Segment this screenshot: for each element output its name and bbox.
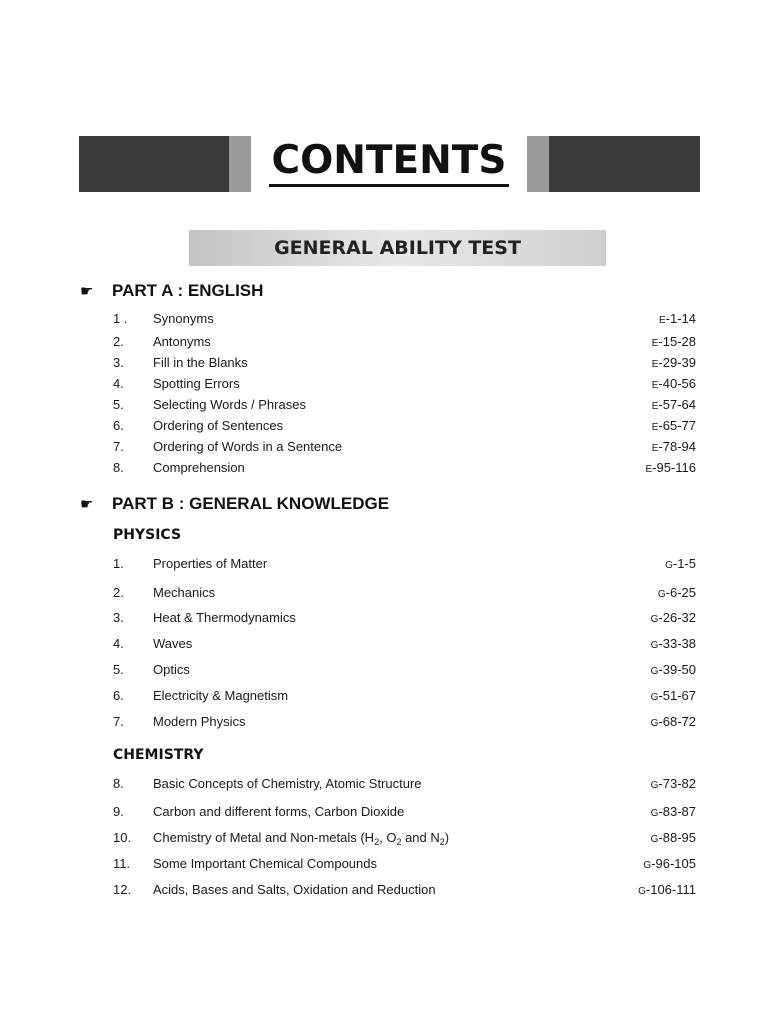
toc-number: 2. bbox=[113, 334, 124, 349]
toc-pages bbox=[651, 661, 696, 681]
toc-title: Selecting Words / Phrases bbox=[153, 397, 306, 412]
subscript: 2 bbox=[439, 837, 445, 847]
page-range: -1-5 bbox=[672, 556, 696, 571]
title-fragment: Chemistry of Metal and Non-metals (H bbox=[153, 830, 375, 845]
page-range: -40-56 bbox=[658, 376, 696, 391]
page-range: -95-116 bbox=[652, 460, 696, 475]
title-fragment: and N bbox=[401, 830, 440, 845]
page-range: -29-39 bbox=[658, 355, 696, 370]
toc-title: Modern Physics bbox=[153, 714, 246, 729]
toc-row bbox=[113, 687, 696, 705]
page-range: -68-72 bbox=[658, 714, 696, 729]
chemistry-heading: CHEMISTRY bbox=[113, 747, 204, 763]
page-prefix: G bbox=[665, 560, 673, 571]
page-prefix: G bbox=[650, 640, 659, 651]
pointing-hand-icon: ☛ bbox=[80, 496, 94, 513]
page-title: CONTENTS bbox=[271, 138, 507, 183]
page-prefix: G bbox=[650, 834, 659, 845]
page-range: -73-82 bbox=[658, 776, 696, 791]
toc-number: 5. bbox=[113, 397, 124, 412]
toc-row bbox=[113, 354, 696, 372]
toc-title: Heat & Thermodynamics bbox=[153, 610, 296, 625]
banner-bar-right-dark bbox=[549, 136, 700, 192]
toc-row bbox=[113, 396, 696, 414]
page-prefix: E bbox=[651, 422, 659, 433]
toc-pages bbox=[652, 333, 696, 353]
toc-title: Acids, Bases and Salts, Oxidation and Reduction bbox=[153, 882, 436, 897]
toc-title: Ordering of Words in a Sentence bbox=[153, 439, 343, 454]
page-range: -57-64 bbox=[658, 397, 696, 412]
page-range: -106-111 bbox=[645, 882, 696, 897]
toc-row bbox=[113, 609, 696, 627]
toc-number: 7. bbox=[113, 439, 124, 454]
page-range: -6-25 bbox=[665, 585, 696, 600]
toc-pages bbox=[651, 635, 696, 655]
toc-title bbox=[153, 829, 449, 847]
page-prefix: E bbox=[651, 443, 659, 454]
page-prefix: G bbox=[643, 860, 652, 871]
title-fragment: ) bbox=[444, 830, 450, 845]
toc-pages bbox=[652, 417, 696, 437]
toc-title: Ordering of Sentences bbox=[153, 418, 284, 433]
toc-number: 12. bbox=[113, 882, 132, 897]
page-prefix: G bbox=[650, 808, 659, 819]
toc-pages bbox=[652, 438, 696, 458]
part-b-heading-text: PART B : GENERAL KNOWLEDGE bbox=[112, 494, 390, 513]
page-range: -88-95 bbox=[658, 830, 696, 845]
toc-number: 1. bbox=[113, 556, 124, 571]
toc-number: 7. bbox=[113, 714, 124, 729]
toc-number: 6. bbox=[113, 688, 124, 703]
toc-row bbox=[113, 555, 696, 573]
subscript: 2 bbox=[396, 837, 402, 847]
toc-row bbox=[113, 855, 696, 873]
toc-row bbox=[113, 713, 696, 731]
page-prefix: G bbox=[650, 718, 659, 729]
toc-number: 1 . bbox=[113, 311, 128, 326]
toc-row bbox=[113, 438, 696, 456]
toc-row bbox=[113, 635, 696, 653]
toc-title: Carbon and different forms, Carbon Dioxide bbox=[153, 804, 405, 819]
page-range: -26-32 bbox=[658, 610, 696, 625]
page-range: -96-105 bbox=[651, 856, 696, 871]
physics-heading: PHYSICS bbox=[113, 527, 182, 543]
subtitle-strip bbox=[189, 230, 606, 266]
toc-title: Mechanics bbox=[153, 585, 216, 600]
toc-title: Basic Concepts of Chemistry, Atomic Structure bbox=[153, 776, 422, 791]
toc-title: Some Important Chemical Compounds bbox=[153, 856, 377, 871]
page-range: -51-67 bbox=[658, 688, 696, 703]
toc-number: 10. bbox=[113, 830, 132, 845]
toc-number: 2. bbox=[113, 585, 124, 600]
page-prefix: E bbox=[651, 380, 659, 391]
page-prefix: E bbox=[658, 315, 666, 326]
toc-row bbox=[113, 803, 696, 821]
toc-title: Properties of Matter bbox=[153, 556, 268, 571]
page-prefix: E bbox=[645, 464, 653, 475]
toc-title: Synonyms bbox=[153, 311, 214, 326]
toc-title: Comprehension bbox=[153, 460, 245, 475]
toc-pages bbox=[659, 310, 696, 330]
toc-pages bbox=[638, 881, 696, 901]
toc-pages bbox=[652, 354, 696, 374]
toc-row bbox=[113, 459, 696, 477]
toc-pages bbox=[651, 687, 696, 707]
subtitle: GENERAL ABILITY TEST bbox=[274, 237, 521, 259]
page-range: -78-94 bbox=[658, 439, 696, 454]
toc-row bbox=[113, 881, 696, 899]
toc-row bbox=[113, 661, 696, 679]
toc-title: Waves bbox=[153, 636, 193, 651]
page-prefix: G bbox=[650, 692, 659, 703]
toc-pages bbox=[665, 555, 696, 575]
toc-number: 8. bbox=[113, 776, 124, 791]
toc-title: Antonyms bbox=[153, 334, 211, 349]
page-range: -39-50 bbox=[658, 662, 696, 677]
page-range: -15-28 bbox=[658, 334, 696, 349]
page-prefix: G bbox=[650, 614, 659, 625]
pointing-hand-icon: ☛ bbox=[80, 283, 94, 300]
page-prefix: E bbox=[651, 401, 659, 412]
toc-pages bbox=[645, 459, 696, 479]
toc-number: 3. bbox=[113, 610, 124, 625]
banner-bar-left-dark bbox=[79, 136, 229, 192]
toc-number: 4. bbox=[113, 636, 124, 651]
page-prefix: E bbox=[651, 338, 659, 349]
page-prefix: G bbox=[650, 666, 659, 677]
toc-pages bbox=[651, 775, 696, 795]
toc-pages bbox=[651, 609, 696, 629]
contents-banner bbox=[79, 136, 700, 192]
page-prefix: G bbox=[657, 589, 666, 600]
toc-pages bbox=[652, 375, 696, 395]
toc-number: 5. bbox=[113, 662, 124, 677]
toc-number: 3. bbox=[113, 355, 124, 370]
toc-number: 11. bbox=[113, 856, 131, 871]
part-b-heading bbox=[80, 494, 389, 514]
toc-row bbox=[113, 775, 696, 793]
page-prefix: E bbox=[651, 359, 659, 370]
title-underline bbox=[269, 184, 509, 187]
toc-row bbox=[113, 333, 696, 351]
toc-pages bbox=[643, 855, 696, 875]
toc-pages bbox=[652, 396, 696, 416]
toc-number: 8. bbox=[113, 460, 124, 475]
toc-number: 6. bbox=[113, 418, 124, 433]
toc-pages bbox=[651, 713, 696, 733]
toc-row bbox=[113, 310, 696, 328]
part-a-heading-text: PART A : ENGLISH bbox=[112, 281, 264, 300]
page-range: -65-77 bbox=[658, 418, 696, 433]
toc-number: 4. bbox=[113, 376, 124, 391]
toc-title: Electricity & Magnetism bbox=[153, 688, 289, 703]
page-range: -1-14 bbox=[665, 311, 696, 326]
toc-title: Spotting Errors bbox=[153, 376, 240, 391]
part-a-heading bbox=[80, 281, 263, 301]
toc-title: Fill in the Blanks bbox=[153, 355, 248, 370]
banner-bar-left-grey bbox=[229, 136, 251, 192]
subscript: 2 bbox=[374, 837, 380, 847]
toc-pages bbox=[658, 584, 696, 604]
toc-row bbox=[113, 829, 696, 847]
page-prefix: G bbox=[650, 780, 659, 791]
page-prefix: G bbox=[638, 886, 646, 897]
title-fragment: , O bbox=[379, 830, 397, 845]
toc-row bbox=[113, 584, 696, 602]
page-range: -83-87 bbox=[658, 804, 696, 819]
toc-title: Optics bbox=[153, 662, 190, 677]
toc-row bbox=[113, 417, 696, 435]
toc-row bbox=[113, 375, 696, 393]
toc-number: 9. bbox=[113, 804, 124, 819]
page-range: -33-38 bbox=[658, 636, 696, 651]
toc-pages bbox=[651, 803, 696, 823]
toc-pages bbox=[651, 829, 696, 849]
banner-bar-right-grey bbox=[527, 136, 549, 192]
